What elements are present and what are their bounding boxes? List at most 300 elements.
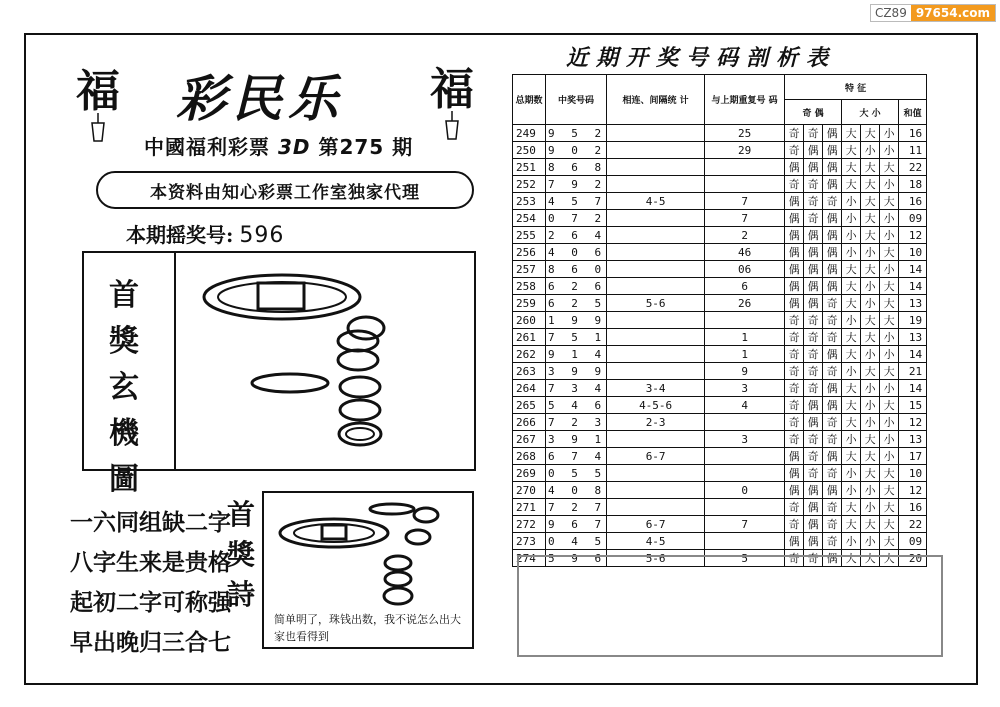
- watermark-prefix: CZ89: [874, 6, 907, 20]
- odd-even-cell: 奇: [823, 193, 842, 210]
- big-small-cell: 大: [842, 159, 861, 176]
- puzzle-label: [104, 273, 144, 503]
- link-cell: 4-5-6: [607, 397, 705, 414]
- table-row: [513, 125, 927, 142]
- big-small-cell: 大: [880, 499, 899, 516]
- big-small-cell: 小: [861, 244, 880, 261]
- repeat-cell: 4: [705, 397, 785, 414]
- big-small-cell: 大: [861, 210, 880, 227]
- big-small-cell: 大: [880, 363, 899, 380]
- odd-even-cell: 奇: [785, 142, 804, 159]
- table-row: [513, 397, 927, 414]
- sum-cell: 16: [899, 499, 927, 516]
- table-title: 近期开奖号码剖析表: [566, 45, 837, 71]
- number-cell: 7 2 7: [546, 499, 607, 516]
- big-small-cell: 大: [861, 125, 880, 142]
- odd-even-cell: 偶: [804, 533, 823, 550]
- sum-cell: 18: [899, 176, 927, 193]
- link-cell: [607, 346, 705, 363]
- period-cell: 254: [513, 210, 546, 227]
- link-cell: [607, 261, 705, 278]
- repeat-cell: [705, 448, 785, 465]
- big-small-cell: 大: [880, 159, 899, 176]
- big-small-cell: 大: [842, 176, 861, 193]
- sum-cell: 12: [899, 227, 927, 244]
- header-sum: 和值: [899, 100, 927, 125]
- link-cell: [607, 227, 705, 244]
- table-row: [513, 193, 927, 210]
- table-row: [513, 363, 927, 380]
- big-small-cell: 小: [842, 210, 861, 227]
- big-small-cell: 大: [861, 261, 880, 278]
- big-small-cell: 小: [880, 210, 899, 227]
- big-small-cell: 大: [842, 295, 861, 312]
- odd-even-cell: 奇: [785, 312, 804, 329]
- draw-number-row: [126, 219, 284, 248]
- link-cell: [607, 482, 705, 499]
- odd-even-cell: 偶: [804, 142, 823, 159]
- big-small-cell: 小: [861, 499, 880, 516]
- odd-even-cell: 奇: [785, 176, 804, 193]
- odd-even-cell: 奇: [823, 533, 842, 550]
- number-cell: 5 4 6: [546, 397, 607, 414]
- repeat-cell: [705, 176, 785, 193]
- odd-even-cell: 偶: [785, 448, 804, 465]
- odd-even-cell: 偶: [804, 278, 823, 295]
- big-small-cell: 小: [842, 533, 861, 550]
- sum-cell: 10: [899, 244, 927, 261]
- link-cell: 2-3: [607, 414, 705, 431]
- table-header-row: [513, 75, 927, 100]
- number-cell: 8 6 8: [546, 159, 607, 176]
- period-cell: 260: [513, 312, 546, 329]
- number-cell: 6 7 4: [546, 448, 607, 465]
- period-cell: 256: [513, 244, 546, 261]
- repeat-cell: 2: [705, 227, 785, 244]
- odd-even-cell: 偶: [823, 125, 842, 142]
- header-big-small: 大 小: [842, 100, 899, 125]
- odd-even-cell: 奇: [804, 448, 823, 465]
- odd-even-cell: 偶: [785, 482, 804, 499]
- period-cell: 250: [513, 142, 546, 159]
- repeat-cell: 6: [705, 278, 785, 295]
- poem-label: [226, 495, 256, 615]
- odd-even-cell: 奇: [785, 363, 804, 380]
- puzzle-label-char: 獎: [109, 324, 139, 359]
- odd-even-cell: 奇: [804, 210, 823, 227]
- watermark: [870, 4, 996, 22]
- poem-label-char: 獎: [226, 538, 255, 571]
- period-cell: 253: [513, 193, 546, 210]
- big-small-cell: 小: [880, 227, 899, 244]
- odd-even-cell: 偶: [823, 550, 842, 567]
- odd-even-cell: 偶: [823, 176, 842, 193]
- sum-cell: 13: [899, 295, 927, 312]
- big-small-cell: 大: [842, 125, 861, 142]
- table-row: [513, 482, 927, 499]
- big-small-cell: 大: [842, 499, 861, 516]
- odd-even-cell: 奇: [804, 380, 823, 397]
- big-small-cell: 小: [880, 125, 899, 142]
- puzzle-label-char: 玄: [109, 370, 139, 405]
- big-small-cell: 大: [880, 244, 899, 261]
- sum-cell: 14: [899, 346, 927, 363]
- odd-even-cell: 偶: [785, 227, 804, 244]
- table-row: [513, 210, 927, 227]
- odd-even-cell: 奇: [804, 329, 823, 346]
- puzzle-box: [82, 251, 476, 497]
- link-cell: [607, 312, 705, 329]
- odd-even-cell: 偶: [823, 278, 842, 295]
- puzzle-drawing: [176, 253, 474, 469]
- table-row: [513, 176, 927, 193]
- big-small-cell: 大: [842, 380, 861, 397]
- sum-cell: 15: [899, 397, 927, 414]
- odd-even-cell: 奇: [823, 363, 842, 380]
- link-cell: 3-4: [607, 380, 705, 397]
- sum-cell: 14: [899, 380, 927, 397]
- sum-cell: 22: [899, 159, 927, 176]
- issue-subtitle: [144, 131, 413, 160]
- table-row: [513, 142, 927, 159]
- odd-even-cell: 偶: [823, 159, 842, 176]
- number-cell: 6 2 6: [546, 278, 607, 295]
- sum-cell: 09: [899, 210, 927, 227]
- repeat-cell: 46: [705, 244, 785, 261]
- sum-cell: 20: [899, 550, 927, 567]
- big-small-cell: 大: [861, 176, 880, 193]
- big-small-cell: 大: [861, 550, 880, 567]
- repeat-cell: 26: [705, 295, 785, 312]
- big-small-cell: 小: [880, 414, 899, 431]
- odd-even-cell: 偶: [823, 397, 842, 414]
- period-cell: 258: [513, 278, 546, 295]
- big-small-cell: 大: [861, 159, 880, 176]
- sum-cell: 21: [899, 363, 927, 380]
- link-cell: [607, 329, 705, 346]
- poem-label-char: 詩: [226, 578, 255, 611]
- period-cell: 269: [513, 465, 546, 482]
- odd-even-cell: 偶: [823, 482, 842, 499]
- number-cell: 0 5 5: [546, 465, 607, 482]
- odd-even-cell: 偶: [804, 244, 823, 261]
- period-cell: 270: [513, 482, 546, 499]
- odd-even-cell: 偶: [785, 533, 804, 550]
- odd-even-cell: 奇: [804, 312, 823, 329]
- big-small-cell: 大: [861, 363, 880, 380]
- repeat-cell: [705, 312, 785, 329]
- odd-even-cell: 奇: [823, 465, 842, 482]
- number-cell: 7 3 4: [546, 380, 607, 397]
- big-small-cell: 大: [880, 550, 899, 567]
- table-row: [513, 227, 927, 244]
- odd-even-cell: 偶: [823, 227, 842, 244]
- odd-even-cell: 偶: [785, 278, 804, 295]
- number-cell: 1 9 9: [546, 312, 607, 329]
- odd-even-cell: 偶: [785, 193, 804, 210]
- odd-even-cell: 偶: [804, 227, 823, 244]
- number-cell: 7 5 1: [546, 329, 607, 346]
- odd-even-cell: 偶: [785, 159, 804, 176]
- repeat-cell: 06: [705, 261, 785, 278]
- odd-even-cell: 奇: [823, 499, 842, 516]
- big-small-cell: 大: [842, 397, 861, 414]
- table-row: [513, 380, 927, 397]
- number-cell: 9 5 2: [546, 125, 607, 142]
- table-row: [513, 159, 927, 176]
- odd-even-cell: 奇: [804, 550, 823, 567]
- odd-even-cell: 奇: [785, 380, 804, 397]
- repeat-cell: 9: [705, 363, 785, 380]
- big-small-cell: 大: [842, 516, 861, 533]
- link-cell: [607, 431, 705, 448]
- repeat-cell: 1: [705, 329, 785, 346]
- odd-even-cell: 偶: [823, 142, 842, 159]
- sum-cell: 19: [899, 312, 927, 329]
- number-cell: 0 4 5: [546, 533, 607, 550]
- odd-even-cell: 奇: [804, 363, 823, 380]
- repeat-cell: 1: [705, 346, 785, 363]
- odd-even-cell: 偶: [823, 244, 842, 261]
- header-period: 总期数: [513, 75, 546, 125]
- big-small-cell: 小: [880, 431, 899, 448]
- link-cell: 5-6: [607, 550, 705, 567]
- repeat-cell: 3: [705, 380, 785, 397]
- clue-text: 简单明了，珠钱出数，我不说怎么出大家也看得到: [274, 613, 461, 643]
- number-cell: 7 2 3: [546, 414, 607, 431]
- repeat-cell: 7: [705, 516, 785, 533]
- poem-line: 早出晚归三合七: [70, 630, 231, 656]
- big-small-cell: 大: [842, 261, 861, 278]
- repeat-cell: 0: [705, 482, 785, 499]
- odd-even-cell: 偶: [804, 499, 823, 516]
- link-cell: [607, 363, 705, 380]
- fu-character-left: 福: [76, 66, 120, 117]
- big-small-cell: 小: [861, 346, 880, 363]
- big-small-cell: 大: [842, 329, 861, 346]
- number-cell: 3 9 1: [546, 431, 607, 448]
- big-small-cell: 小: [880, 261, 899, 278]
- big-small-cell: 小: [842, 465, 861, 482]
- big-small-cell: 大: [842, 278, 861, 295]
- repeat-cell: 3: [705, 431, 785, 448]
- odd-even-cell: 奇: [785, 329, 804, 346]
- odd-even-cell: 偶: [785, 244, 804, 261]
- page-frame: [24, 33, 978, 685]
- link-cell: 5-6: [607, 295, 705, 312]
- table-row: [513, 244, 927, 261]
- sum-cell: 14: [899, 261, 927, 278]
- big-small-cell: 大: [861, 516, 880, 533]
- big-small-cell: 小: [880, 176, 899, 193]
- odd-even-cell: 奇: [785, 499, 804, 516]
- number-cell: 9 1 4: [546, 346, 607, 363]
- odd-even-cell: 偶: [785, 295, 804, 312]
- draw-label: 本期摇奖号:: [126, 223, 234, 247]
- big-small-cell: 大: [842, 550, 861, 567]
- odd-even-cell: 奇: [804, 431, 823, 448]
- period-cell: 249: [513, 125, 546, 142]
- link-cell: [607, 125, 705, 142]
- big-small-cell: 大: [861, 312, 880, 329]
- odd-even-cell: 奇: [785, 346, 804, 363]
- number-cell: 4 5 7: [546, 193, 607, 210]
- number-cell: 9 6 7: [546, 516, 607, 533]
- big-small-cell: 大: [842, 346, 861, 363]
- repeat-cell: 5: [705, 550, 785, 567]
- table-row: [513, 295, 927, 312]
- odd-even-cell: 奇: [823, 329, 842, 346]
- big-small-cell: 大: [880, 516, 899, 533]
- big-small-cell: 小: [842, 244, 861, 261]
- repeat-cell: 29: [705, 142, 785, 159]
- subtitle-game: 3D: [277, 135, 311, 159]
- big-small-cell: 大: [880, 278, 899, 295]
- repeat-cell: [705, 533, 785, 550]
- sum-cell: 12: [899, 482, 927, 499]
- repeat-cell: 7: [705, 210, 785, 227]
- big-small-cell: 小: [880, 448, 899, 465]
- link-cell: [607, 210, 705, 227]
- puzzle-label-char: 首: [109, 278, 139, 313]
- big-small-cell: 小: [842, 363, 861, 380]
- period-cell: 262: [513, 346, 546, 363]
- big-small-cell: 大: [880, 465, 899, 482]
- big-small-cell: 小: [880, 329, 899, 346]
- link-cell: 6-7: [607, 448, 705, 465]
- period-cell: 264: [513, 380, 546, 397]
- odd-even-cell: 偶: [823, 346, 842, 363]
- table-row: [513, 465, 927, 482]
- odd-even-cell: 偶: [804, 295, 823, 312]
- header-odd-even: 奇 偶: [785, 100, 842, 125]
- odd-even-cell: 奇: [804, 176, 823, 193]
- link-cell: [607, 159, 705, 176]
- subtitle-prefix: 中國福利彩票: [144, 135, 270, 159]
- link-cell: [607, 499, 705, 516]
- repeat-cell: [705, 499, 785, 516]
- repeat-cell: [705, 159, 785, 176]
- big-small-cell: 大: [880, 193, 899, 210]
- big-small-cell: 大: [880, 312, 899, 329]
- period-cell: 261: [513, 329, 546, 346]
- repeat-cell: [705, 465, 785, 482]
- odd-even-cell: 奇: [823, 414, 842, 431]
- repeat-cell: [705, 414, 785, 431]
- poem-label-char: 首: [226, 498, 255, 531]
- table-row: [513, 516, 927, 533]
- big-small-cell: 大: [861, 465, 880, 482]
- big-small-cell: 小: [861, 482, 880, 499]
- prize-poem: [70, 503, 231, 663]
- link-cell: 6-7: [607, 516, 705, 533]
- sum-cell: 17: [899, 448, 927, 465]
- big-small-cell: 小: [880, 142, 899, 159]
- odd-even-cell: 奇: [785, 431, 804, 448]
- odd-even-cell: 奇: [785, 125, 804, 142]
- big-small-cell: 大: [880, 482, 899, 499]
- puzzle-label-char: 圖: [109, 462, 139, 497]
- big-small-cell: 小: [842, 482, 861, 499]
- sum-cell: 16: [899, 125, 927, 142]
- big-small-cell: 小: [842, 431, 861, 448]
- table-row: [513, 312, 927, 329]
- odd-even-cell: 奇: [823, 312, 842, 329]
- big-small-cell: 小: [880, 380, 899, 397]
- big-small-cell: 小: [861, 414, 880, 431]
- period-cell: 273: [513, 533, 546, 550]
- big-small-cell: 大: [880, 397, 899, 414]
- period-cell: 266: [513, 414, 546, 431]
- tassel-icon: [442, 111, 462, 141]
- sum-cell: 13: [899, 329, 927, 346]
- poem-line: 起初二字可称强: [70, 590, 231, 616]
- odd-even-cell: 奇: [804, 193, 823, 210]
- big-small-cell: 小: [880, 346, 899, 363]
- number-cell: 9 0 2: [546, 142, 607, 159]
- sum-cell: 16: [899, 193, 927, 210]
- number-cell: 6 2 5: [546, 295, 607, 312]
- sum-cell: 12: [899, 414, 927, 431]
- sum-cell: 11: [899, 142, 927, 159]
- odd-even-cell: 偶: [823, 380, 842, 397]
- link-cell: [607, 465, 705, 482]
- poem-line: 八字生来是贵格: [70, 550, 231, 576]
- odd-even-cell: 奇: [785, 550, 804, 567]
- sum-cell: 13: [899, 431, 927, 448]
- big-small-cell: 大: [880, 533, 899, 550]
- period-cell: 267: [513, 431, 546, 448]
- period-cell: 271: [513, 499, 546, 516]
- puzzle-label-char: 機: [109, 416, 139, 451]
- odd-even-cell: 偶: [785, 210, 804, 227]
- poem-line: 一六同组缺二字: [70, 510, 231, 536]
- big-small-cell: 大: [842, 414, 861, 431]
- odd-even-cell: 偶: [823, 448, 842, 465]
- odd-even-cell: 偶: [785, 261, 804, 278]
- sum-cell: 10: [899, 465, 927, 482]
- big-small-cell: 大: [861, 227, 880, 244]
- odd-even-cell: 偶: [804, 516, 823, 533]
- number-cell: 4 0 6: [546, 244, 607, 261]
- link-cell: [607, 278, 705, 295]
- link-cell: [607, 142, 705, 159]
- odd-even-cell: 奇: [785, 414, 804, 431]
- odd-even-cell: 奇: [823, 295, 842, 312]
- link-cell: 4-5: [607, 193, 705, 210]
- big-small-cell: 大: [861, 448, 880, 465]
- header-repeat: 与上期重复号 码: [705, 75, 785, 125]
- big-small-cell: 小: [861, 380, 880, 397]
- number-cell: 5 9 6: [546, 550, 607, 567]
- odd-even-cell: 奇: [804, 346, 823, 363]
- number-cell: 7 9 2: [546, 176, 607, 193]
- odd-even-cell: 奇: [785, 397, 804, 414]
- odd-even-cell: 奇: [785, 516, 804, 533]
- repeat-cell: 7: [705, 193, 785, 210]
- big-small-cell: 大: [861, 431, 880, 448]
- table-row: [513, 431, 927, 448]
- number-cell: 0 7 2: [546, 210, 607, 227]
- table-row: [513, 278, 927, 295]
- repeat-cell: 25: [705, 125, 785, 142]
- big-small-cell: 小: [842, 312, 861, 329]
- number-cell: 2 6 4: [546, 227, 607, 244]
- period-cell: 268: [513, 448, 546, 465]
- draw-number: 596: [239, 223, 285, 248]
- big-small-cell: 小: [842, 227, 861, 244]
- sum-cell: 22: [899, 516, 927, 533]
